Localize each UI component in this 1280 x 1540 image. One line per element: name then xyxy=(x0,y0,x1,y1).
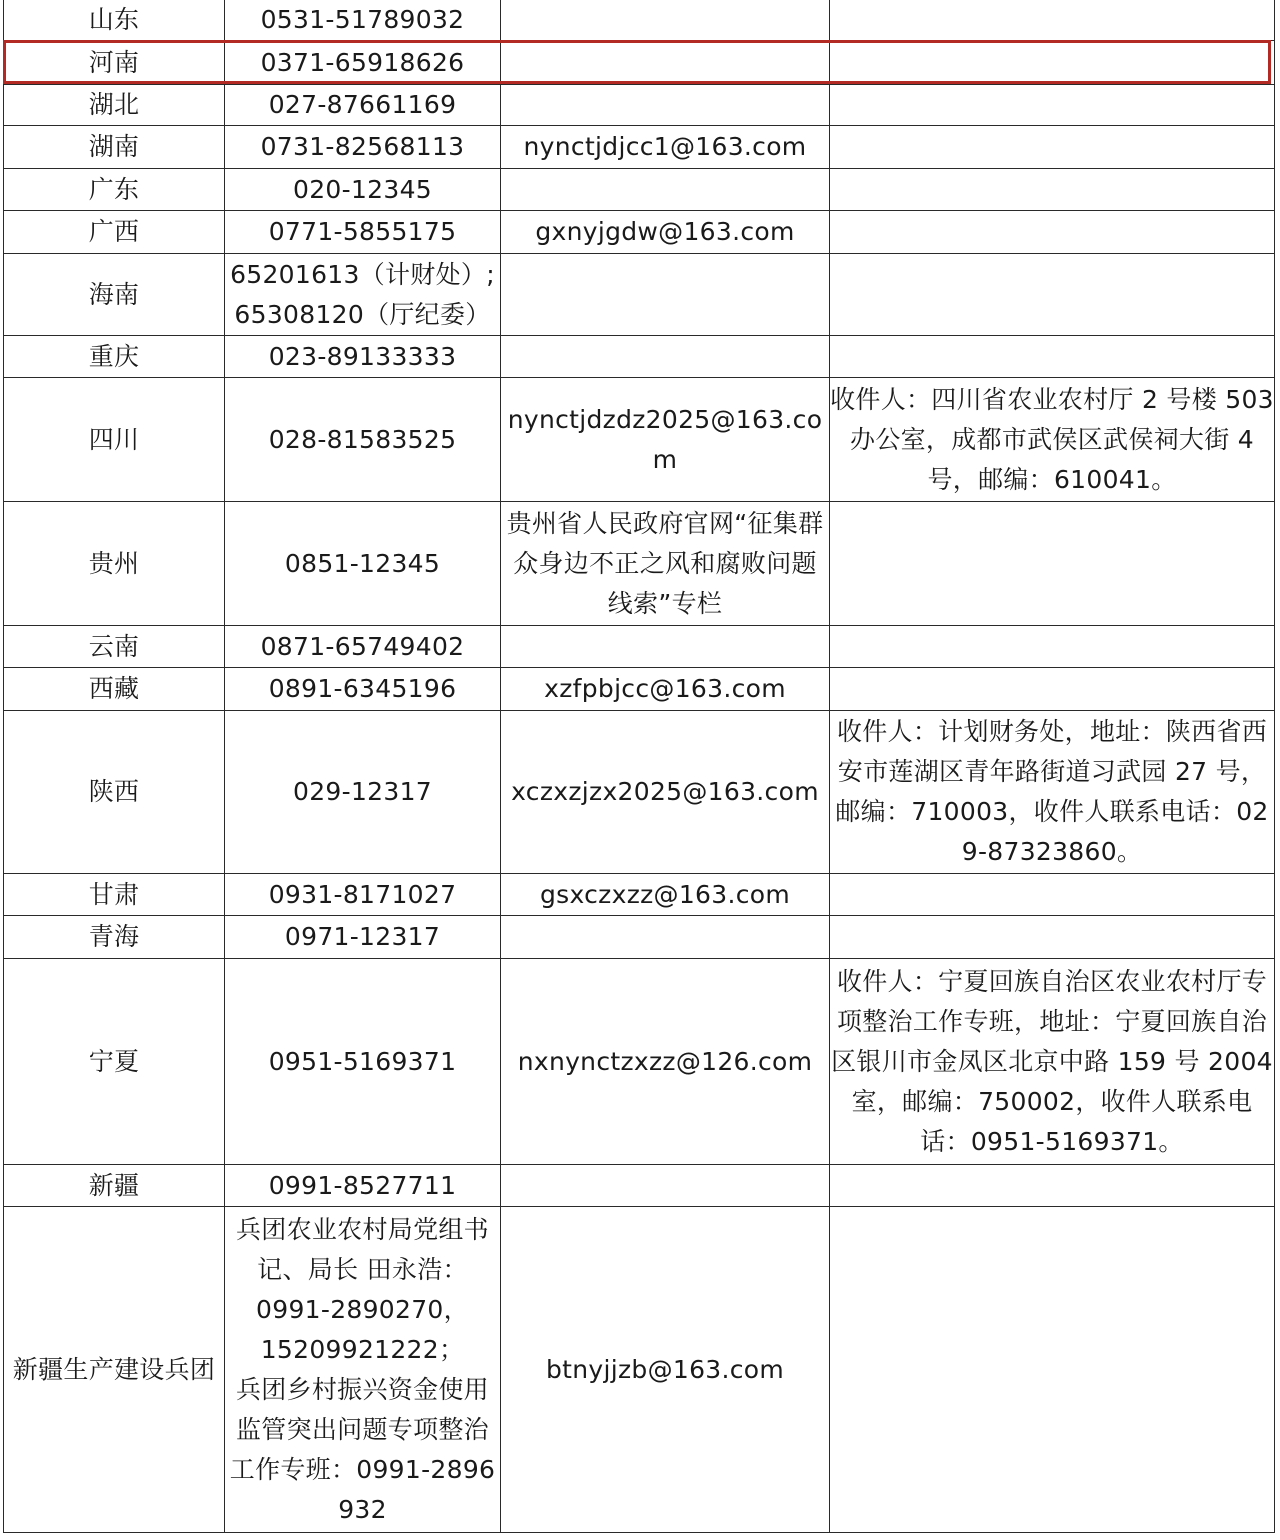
address-cell xyxy=(830,41,1275,85)
email-cell xyxy=(501,41,830,85)
table-row xyxy=(4,336,1275,378)
email-cell: nynctjdzdz2025@163.com xyxy=(501,378,830,502)
address-cell xyxy=(830,0,1275,41)
address-cell xyxy=(830,1207,1275,1533)
email-cell: gxnyjgdw@163.com xyxy=(501,211,830,254)
province-cell: 广西 xyxy=(4,211,225,254)
phone-cell xyxy=(225,169,501,211)
email-cell: 贵州省人民政府官网“征集群众身边不正之风和腐败问题线索”专栏 xyxy=(501,502,830,626)
province-cell: 云南 xyxy=(4,626,225,668)
table-row xyxy=(4,668,1275,711)
phone-cell xyxy=(225,336,501,378)
province-cell: 湖北 xyxy=(4,85,225,126)
province-cell: 甘肃 xyxy=(4,874,225,916)
phone-line: 0771-5855175 xyxy=(268,217,457,246)
email-cell: nxnynctzxzz@126.com xyxy=(501,959,830,1165)
province-cell: 新疆生产建设兵团 xyxy=(4,1207,225,1533)
phone-line: 027-87661169 xyxy=(268,90,457,119)
email-cell xyxy=(501,0,830,41)
phone-line: 0871-65749402 xyxy=(260,631,465,661)
phone-line: 兵团乡村振兴资金使用监管突出问题专项整治工作专班：0991-2896932 xyxy=(229,1374,496,1524)
phone-line: 0531-51789032 xyxy=(260,5,465,34)
phone-cell xyxy=(225,959,501,1165)
province-cell: 陕西 xyxy=(4,711,225,874)
email-cell xyxy=(501,336,830,378)
address-cell: 收件人：计划财务处，地址：陕西省西安市莲湖区青年路街道习武园 27 号，邮编：710003，收件人联系电话：029-87323860。 xyxy=(830,711,1275,874)
table-row xyxy=(4,0,1275,41)
phone-line: 029-12317 xyxy=(293,777,432,806)
table-row xyxy=(4,959,1275,1165)
table-row xyxy=(4,1165,1275,1207)
table-row xyxy=(4,874,1275,916)
phone-line: 0851-12345 xyxy=(284,548,441,578)
email-cell xyxy=(501,169,830,211)
phone-cell xyxy=(225,1207,501,1533)
email-cell: btnyjjzb@163.com xyxy=(501,1207,830,1533)
phone-line: 65201613（计财处）; xyxy=(230,259,495,289)
province-cell: 新疆 xyxy=(4,1165,225,1207)
province-cell: 山东 xyxy=(4,0,225,41)
phone-cell xyxy=(225,874,501,916)
email-cell xyxy=(501,626,830,668)
province-cell: 广东 xyxy=(4,169,225,211)
province-cell: 重庆 xyxy=(4,336,225,378)
phone-cell xyxy=(225,668,501,711)
phone-cell xyxy=(225,626,501,668)
address-cell: 收件人：宁夏回族自治区农业农村厅专项整治工作专班，地址：宁夏回族自治区银川市金凤区北京中路 159 号 2004 室，邮编：750002，收件人联系电话：0951-5169371。 xyxy=(830,959,1275,1165)
email-cell xyxy=(501,916,830,959)
province-cell: 湖南 xyxy=(4,126,225,169)
phone-cell xyxy=(225,711,501,874)
address-cell xyxy=(830,874,1275,916)
phone-line: 65308120（厅纪委） xyxy=(234,299,491,329)
phone-cell xyxy=(225,254,501,336)
province-cell: 河南 xyxy=(4,41,225,85)
province-cell: 西藏 xyxy=(4,668,225,711)
email-cell xyxy=(501,254,830,336)
phone-cell xyxy=(225,378,501,502)
table-row xyxy=(4,254,1275,336)
table-row xyxy=(4,626,1275,668)
phone-cell xyxy=(225,85,501,126)
province-cell: 海南 xyxy=(4,254,225,336)
phone-line: 0991-8527711 xyxy=(268,1170,457,1200)
phone-line: 0731-82568113 xyxy=(260,132,465,161)
phone-cell xyxy=(225,41,501,85)
province-cell: 青海 xyxy=(4,916,225,959)
phone-line: 兵团农业农村局党组书记、局长 田永浩： xyxy=(235,1214,489,1284)
table-row xyxy=(4,711,1275,874)
phone-cell xyxy=(225,502,501,626)
address-cell xyxy=(830,169,1275,211)
address-cell xyxy=(830,336,1275,378)
province-cell: 宁夏 xyxy=(4,959,225,1165)
table-row xyxy=(4,211,1275,254)
table-row xyxy=(4,85,1275,126)
table-row xyxy=(4,41,1275,85)
email-cell xyxy=(501,1165,830,1207)
phone-cell xyxy=(225,126,501,169)
phone-cell xyxy=(225,0,501,41)
phone-line: 0891-6345196 xyxy=(268,674,457,703)
address-cell xyxy=(830,85,1275,126)
address-cell: 收件人：四川省农业农村厅 2 号楼 503 办公室，成都市武侯区武侯祠大街 4 号，邮编：610041。 xyxy=(830,378,1275,502)
address-cell xyxy=(830,126,1275,169)
table-row xyxy=(4,126,1275,169)
table-body xyxy=(4,0,1275,1533)
address-cell xyxy=(830,211,1275,254)
email-cell: xzfpbjcc@163.com xyxy=(501,668,830,711)
phone-cell xyxy=(225,916,501,959)
address-cell xyxy=(830,1165,1275,1207)
phone-line: 023-89133333 xyxy=(268,341,457,371)
province-cell: 贵州 xyxy=(4,502,225,626)
phone-line: 15209921222； xyxy=(260,1334,465,1364)
address-cell xyxy=(830,626,1275,668)
phone-cell xyxy=(225,1165,501,1207)
phone-line: 028-81583525 xyxy=(268,424,457,454)
table-row xyxy=(4,378,1275,502)
phone-line: 0371-65918626 xyxy=(260,47,465,77)
email-cell: gsxczxzz@163.com xyxy=(501,874,830,916)
phone-cell xyxy=(225,211,501,254)
phone-line: 0931-8171027 xyxy=(268,879,457,909)
address-cell xyxy=(830,502,1275,626)
table-row xyxy=(4,169,1275,211)
email-cell xyxy=(501,85,830,126)
contact-table xyxy=(3,0,1275,1533)
table-row xyxy=(4,502,1275,626)
table-row xyxy=(4,1207,1275,1533)
email-cell: xczxzjzx2025@163.com xyxy=(501,711,830,874)
phone-line: 020-12345 xyxy=(293,174,432,204)
address-cell xyxy=(830,916,1275,959)
address-cell xyxy=(830,668,1275,711)
address-cell xyxy=(830,254,1275,336)
phone-line: 0951-5169371 xyxy=(268,1046,457,1076)
phone-line: 0991-2890270， xyxy=(256,1294,469,1324)
table-row xyxy=(4,916,1275,959)
phone-line: 0971-12317 xyxy=(284,922,441,951)
email-cell: nynctjdjcc1@163.com xyxy=(501,126,830,169)
province-cell: 四川 xyxy=(4,378,225,502)
